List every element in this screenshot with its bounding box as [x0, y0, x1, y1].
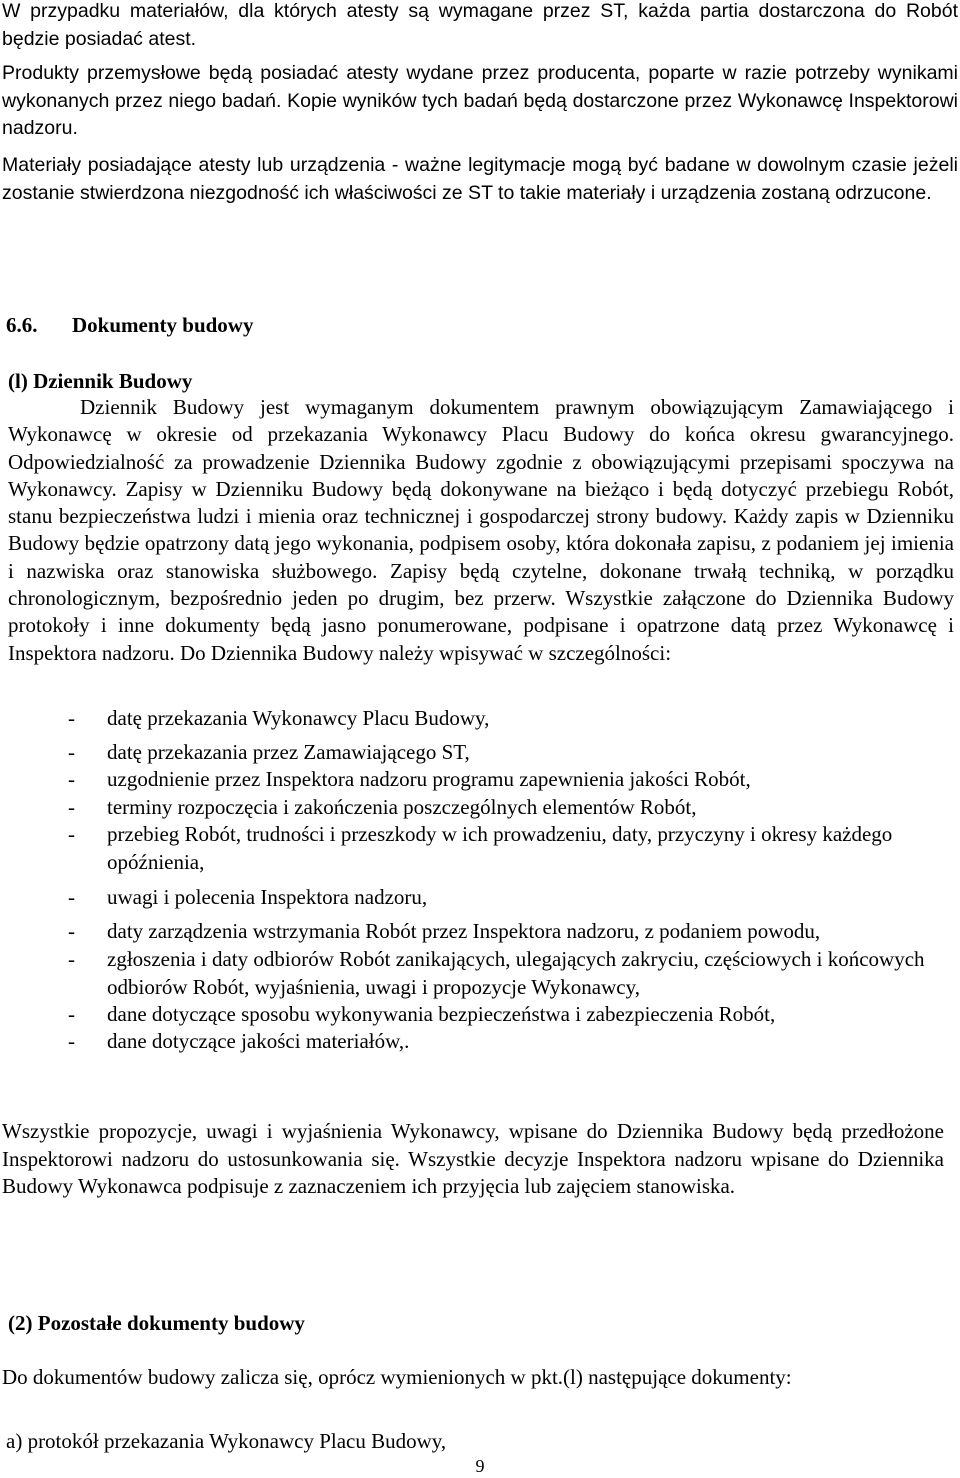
bullet-dash: -: [68, 706, 75, 730]
list-item: [68, 794, 928, 822]
bullet-dash: -: [68, 822, 75, 846]
list-item-text: dane dotyczące sposobu wykonywania bezpieczeństwa i zabezpieczenia Robót,: [107, 1002, 776, 1026]
bullet-dash: -: [68, 767, 75, 791]
page-number: 9: [475, 1456, 485, 1476]
list-item: [68, 766, 928, 794]
list-item-text: terminy rozpoczęcia i zakończenia poszczególnych elementów Robót,: [107, 795, 697, 819]
list-item-text: dane dotyczące jakości materiałów,.: [107, 1029, 410, 1053]
section-heading: [6, 312, 253, 339]
list-item: [68, 1001, 928, 1029]
dziennik-heading: (l) Dziennik Budowy: [8, 369, 193, 393]
bullet-dash: -: [68, 740, 75, 764]
list-item-text: zgłoszenia i daty odbiorów Robót zanikających, ulegających zakryciu, częściowych i końcowych odbiorów Robót, wyjaśnienia, uwagi i propozycje Wykonawcy,: [107, 947, 925, 999]
list-item-text: datę przekazania przez Zamawiającego ST,: [107, 740, 470, 764]
section-title: Dokumenty budowy: [72, 313, 254, 337]
list-item: [68, 884, 928, 912]
list-item: [68, 918, 928, 946]
dziennik-paragraph: Dziennik Budowy jest wymaganym dokumentem prawnym obowiązującym Zamawiającego i Wykonawcę w okresie od przekazania Wykonawcy Placu Budowy do końca okresu gwarancyjnego. Odpowiedzialność za prowadzenie Dziennika Budowy zgodnie z obowiązującymi przepisami spoczywa na Wykonawcy. Zapisy w Dzienniku Budowy będą dokonywane na bieżąco i będą dotyczyć przebiegu Robót, stanu bezpieczeństwa ludzi i mienia oraz technicznej i gospodarczej strony budowy. Każdy zapis w Dzienniku Budowy będzie opatrzony datą jego wykonania, podpisem osoby, która dokonała zapisu, z podaniem jej imienia i nazwiska oraz stanowiska służbowego. Zapisy będą czytelne, dokonane trwałą techniką, w porządku chronologicznym, bezpośrednio jeden po drugim, bez przerw. Wszystkie załączone do Dziennika Budowy protokoły i inne dokumenty będą jasno ponumerowane, podpisane i opatrzone datą przez Wykonawcę i Inspektora nadzoru. Do Dziennika Budowy należy wpisywać w szczególności:: [8, 395, 954, 665]
bullet-dash: -: [68, 1002, 75, 1026]
dziennik-closing-paragraph: Wszystkie propozycje, uwagi i wyjaśnienia Wykonawcy, wpisane do Dziennika Budowy będą przedłożone Inspektorowi nadzoru do ustosunkowania się. Wszystkie decyzje Inspektora nadzoru wpisane do Dziennika Budowy Wykonawca podpisuje z zaznaczeniem ich przyjęcia lub zajęciem stanowiska.: [2, 1119, 944, 1198]
list-item: [68, 739, 928, 767]
bullet-dash: -: [68, 1029, 75, 1053]
list-item-text: uwagi i polecenia Inspektora nadzoru,: [107, 885, 428, 909]
pozostale-intro: Do dokumentów budowy zalicza się, oprócz wymienionych w pkt.(l) następujące dokumenty:: [2, 1365, 792, 1389]
list-item: [68, 1028, 928, 1056]
intro-paragraph-produkty: Produkty przemysłowe będą posiadać atesty wydane przez producenta, poparte w razie potrzeby wynikami wykonanych przez niego badań. Kopie wyników tych badań będą dostarczone przez Wykonawcę Inspektorowi nadzoru.: [2, 62, 958, 139]
bullet-dash: -: [68, 885, 75, 909]
bullet-dash: -: [68, 795, 75, 819]
list-item-text: przebieg Robót, trudności i przeszkody w ich prowadzeniu, daty, przyczyny i okresy każdego opóźnienia,: [107, 822, 893, 874]
list-item: [68, 821, 928, 876]
list-item-text: datę przekazania Wykonawcy Placu Budowy,: [107, 706, 490, 730]
list-item-text: daty zarządzenia wstrzymania Robót przez Inspektora nadzoru, z podaniem powodu,: [107, 919, 821, 943]
bullet-dash: -: [68, 919, 75, 943]
pozostale-item-a: a) protokół przekazania Wykonawcy Placu Budowy,: [6, 1429, 447, 1453]
pozostale-heading: (2) Pozostałe dokumenty budowy: [8, 1311, 305, 1335]
bullet-dash: -: [68, 947, 75, 971]
list-item: [68, 705, 928, 733]
list-item-text: uzgodnienie przez Inspektora nadzoru programu zapewnienia jakości Robót,: [107, 767, 751, 791]
intro-paragraph-materialy: Materiały posiadające atesty lub urządzenia - ważne legitymacje mogą być badane w dowolnym czasie jeżeli zostanie stwierdzona niezgodność ich właściwości ze ST to takie materiały i urządzenia zostaną odrzucone.: [2, 154, 958, 204]
intro-paragraph-atesty: W przypadku materiałów, dla których atesty są wymagane przez ST, każda partia dostarczona do Robót będzie posiadać atest.: [2, 0, 958, 50]
section-number: 6.6.: [6, 313, 38, 337]
list-item: [68, 946, 928, 1001]
